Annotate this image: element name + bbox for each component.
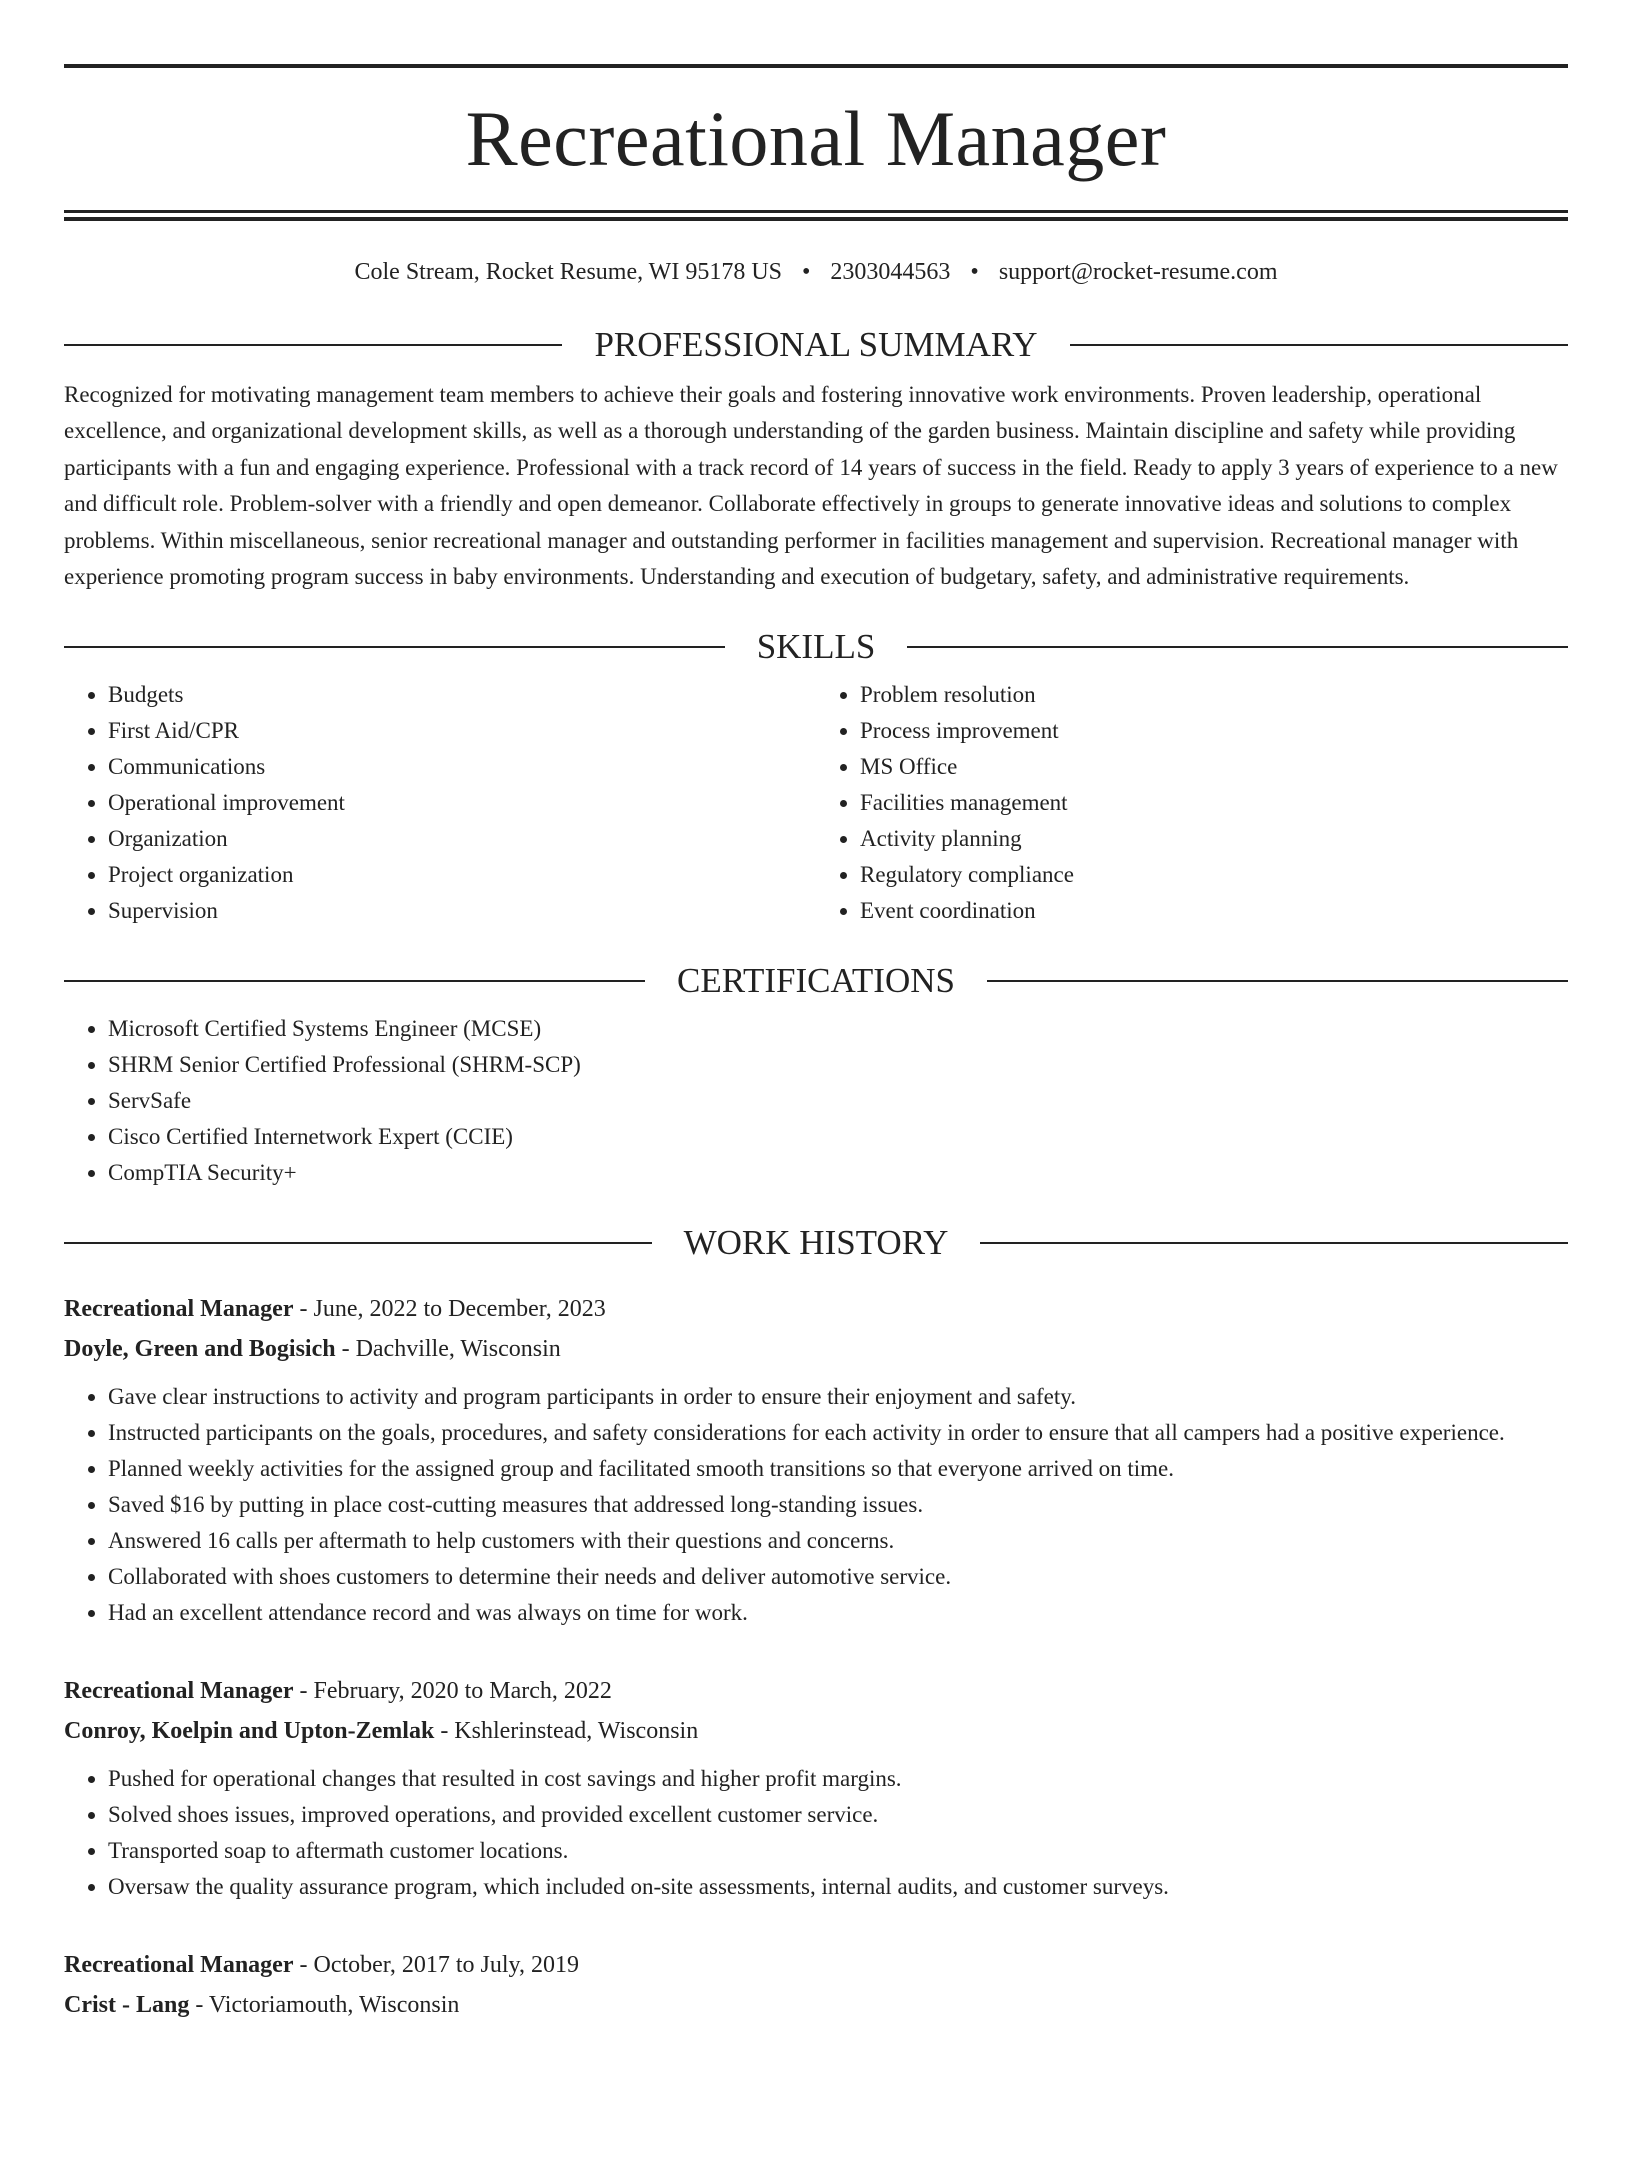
heading-rule: [64, 646, 725, 648]
job-bullet: • Instructed participants on the goals, procedures, and safety considerations for each activity in order to ensure that all campers had a positive experience.: [108, 1415, 1568, 1451]
certifications-list: [64, 1011, 1568, 1191]
top-rule: [64, 64, 1568, 68]
job-title: Recreational Manager: [64, 1678, 294, 1705]
job-title: Recreational Manager: [64, 1296, 294, 1323]
summary-heading-label: PROFESSIONAL SUMMARY: [594, 325, 1038, 364]
heading-rule: [987, 980, 1568, 982]
job-company-line: [64, 1711, 1568, 1751]
job-entry: [64, 1945, 1568, 2025]
heading-rule: [907, 646, 1568, 648]
heading-rule: [1070, 344, 1568, 346]
resume-title: Recreational Manager: [465, 95, 1167, 182]
skills-column-right: [816, 677, 1568, 929]
certifications-heading: [64, 959, 1568, 1003]
skill-item: • Event coordination: [860, 893, 1568, 929]
work-history-heading: [64, 1221, 1568, 1265]
skill-item: • Supervision: [108, 893, 816, 929]
job-bullet: • Answered 16 calls per aftermath to help customers with their questions and concerns.: [108, 1523, 1568, 1559]
job-bullet: • Had an excellent attendance record and was always on time for work.: [108, 1595, 1568, 1631]
job-company-line: [64, 1985, 1568, 2025]
job-company: Conroy, Koelpin and Upton-Zemlak: [64, 1718, 435, 1745]
skill-item: • Process improvement: [860, 713, 1568, 749]
contact-separator: •: [802, 259, 811, 285]
skill-item: • Problem resolution: [860, 677, 1568, 713]
job-bullets: [64, 1761, 1568, 1905]
job-dates: - June, 2022 to December, 2023: [293, 1296, 606, 1323]
job-entry: [64, 1289, 1568, 1631]
contact-separator: •: [970, 259, 979, 285]
contact-email: support@rocket-resume.com: [998, 259, 1278, 285]
resume-page: [0, 64, 1632, 2176]
job-title-line: [64, 1945, 1568, 1985]
job-bullet: • Planned weekly activities for the assigned group and facilitated smooth transitions so that everyone arrived on time.: [108, 1451, 1568, 1487]
skill-item: • Organization: [108, 821, 816, 857]
job-bullet: • Saved $16 by putting in place cost-cutting measures that addressed long-standing issues.: [108, 1487, 1568, 1523]
skill-item: • Project organization: [108, 857, 816, 893]
certification-item: • CompTIA Security+: [108, 1155, 1568, 1191]
certification-item: • Cisco Certified Internetwork Expert (CCIE): [108, 1119, 1568, 1155]
job-title-line: [64, 1289, 1568, 1329]
job-company: Doyle, Green and Bogisich: [64, 1336, 336, 1363]
heading-rule: [64, 1242, 652, 1244]
job-bullet: • Solved shoes issues, improved operations, and provided excellent customer service.: [108, 1797, 1568, 1833]
summary-text: Recognized for motivating management team members to achieve their goals and fostering innovative work environments. Proven leadership, operational excellence, and organizational development skills, as well as a thorough understanding of the garden business. Maintain discipline and safety while providing participants with a fun and engaging experience. Professional with a track record of 14 years of success in the field. Ready to apply 3 years of experience to a new and difficult role. Problem-solver with a friendly and open demeanor. Collaborate effectively in groups to generate innovative ideas and solutions to complex problems. Within miscellaneous, senior recreational manager and outstanding performer in facilities management and supervision. Recreational manager with experience promoting program success in baby environments. Understanding and execution of budgetary, safety, and administrative requirements.: [64, 382, 1558, 590]
job-title: Recreational Manager: [64, 1952, 294, 1979]
skill-item: • Facilities management: [860, 785, 1568, 821]
work-history-heading-label: WORK HISTORY: [683, 1223, 949, 1263]
skills-heading: [64, 625, 1568, 669]
job-entry: [64, 1671, 1568, 1905]
certification-item: • Microsoft Certified Systems Engineer (MCSE): [108, 1011, 1568, 1047]
job-dates: - October, 2017 to July, 2019: [293, 1952, 579, 1979]
job-company-line: [64, 1329, 1568, 1369]
contact-phone: 2303044563: [830, 259, 951, 285]
certification-item: • ServSafe: [108, 1083, 1568, 1119]
skills-heading-label: SKILLS: [756, 627, 876, 667]
skill-item: • Communications: [108, 749, 816, 785]
skills-column-left: [64, 677, 816, 929]
skill-item: • Regulatory compliance: [860, 857, 1568, 893]
job-location: - Kshlerinstead, Wisconsin: [434, 1718, 699, 1745]
job-location: - Victoriamouth, Wisconsin: [189, 1992, 460, 2019]
job-company: Crist - Lang: [64, 1992, 190, 2019]
job-bullet: • Oversaw the quality assurance program, which included on-site assessments, internal audits, and customer surveys.: [108, 1869, 1568, 1905]
job-title-line: [64, 1671, 1568, 1711]
job-bullet: • Transported soap to aftermath customer locations.: [108, 1833, 1568, 1869]
contact-address: Cole Stream, Rocket Resume, WI 95178 US: [354, 259, 782, 285]
skills-list: [64, 677, 1568, 929]
heading-rule: [64, 344, 562, 346]
job-bullet: • Pushed for operational changes that resulted in cost savings and higher profit margins.: [108, 1761, 1568, 1797]
job-location: - Dachville, Wisconsin: [335, 1336, 561, 1363]
skill-item: • Activity planning: [860, 821, 1568, 857]
summary-heading: [64, 323, 1568, 367]
job-bullet: • Collaborated with shoes customers to determine their needs and deliver automotive service.: [108, 1559, 1568, 1595]
skill-item: • Budgets: [108, 677, 816, 713]
job-bullet: • Gave clear instructions to activity and program participants in order to ensure their enjoyment and safety.: [108, 1379, 1568, 1415]
heading-rule: [64, 980, 645, 982]
skill-item: • Operational improvement: [108, 785, 816, 821]
heading-rule: [980, 1242, 1568, 1244]
job-dates: - February, 2020 to March, 2022: [293, 1678, 612, 1705]
contact-line: [64, 259, 1568, 293]
double-rule: [64, 210, 1568, 221]
certification-item: • SHRM Senior Certified Professional (SHRM-SCP): [108, 1047, 1568, 1083]
skill-item: • First Aid/CPR: [108, 713, 816, 749]
job-bullets: [64, 1379, 1568, 1631]
skill-item: • MS Office: [860, 749, 1568, 785]
certifications-heading-label: CERTIFICATIONS: [677, 961, 955, 1001]
